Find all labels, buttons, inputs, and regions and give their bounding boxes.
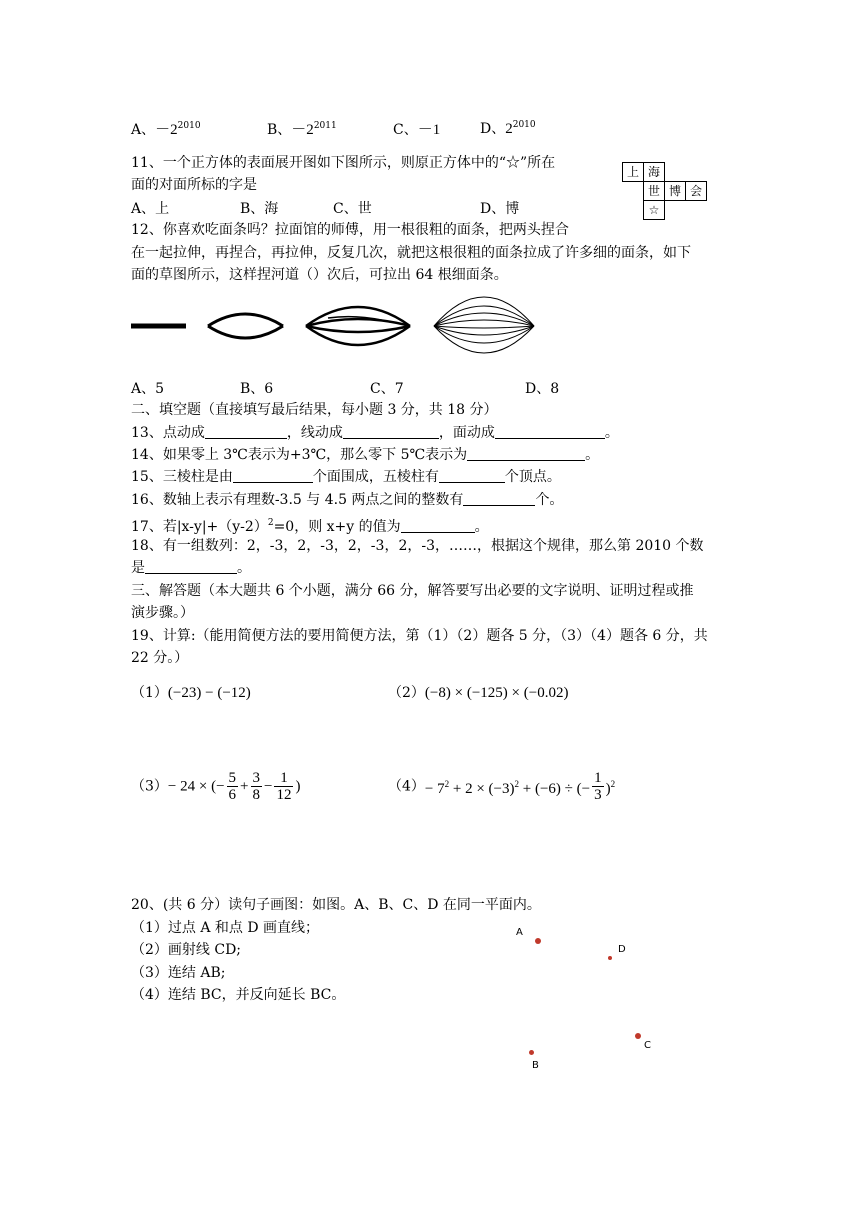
q18-blank[interactable] bbox=[145, 559, 237, 574]
q11-option-b: B、海 bbox=[240, 201, 279, 217]
q20-step-4: （4）连结 BC，并反向延长 BC。 bbox=[131, 987, 346, 1003]
q20-step-1: （1）过点 A 和点 D 画直线； bbox=[131, 920, 320, 936]
point-b-label: B bbox=[532, 1060, 539, 1071]
net-cell-bo: 博 bbox=[664, 181, 686, 201]
q15-blank-1[interactable] bbox=[233, 468, 313, 483]
q19-part-2: （2）(−8) × (−125) × (−0.02) bbox=[388, 685, 569, 701]
q17-blank[interactable] bbox=[401, 518, 475, 533]
noodle-figure-4 bbox=[434, 297, 534, 353]
q10-option-b: B、$-2^{2011}$ bbox=[267, 121, 337, 138]
net-cell-hui: 会 bbox=[685, 181, 707, 201]
q19-part-4: $(4)- 7^2 + 2 \times (-3)^2 + (-6)$ ÷ (− $\frac{1}{3}$ )$^2$ bbox=[388, 770, 616, 803]
q18-line1: 18、有一组数列：2，-3，2，-3，2，-3，2，-3，……，根据这个规律，那么第 2010 个数 bbox=[131, 538, 704, 554]
q19-part-1: （1）(−23) − (−12) bbox=[131, 685, 251, 701]
q13-blank-2[interactable] bbox=[343, 424, 439, 439]
q11-line1: 11、一个正方体的表面展开图如下图所示，则原正方体中的“☆”所在 bbox=[131, 155, 556, 171]
q18-line2: 是 。 bbox=[131, 560, 251, 576]
q12-option-b: B、6 bbox=[240, 381, 274, 397]
q14: 14、如果零上 3℃表示为+3℃，那么零下 5℃表示为 。 bbox=[131, 447, 600, 463]
q15: 15、三棱柱是由 个面围成，五棱柱有 个顶点。 bbox=[131, 469, 561, 485]
net-cell-hai: 海 bbox=[643, 162, 665, 182]
point-a[interactable] bbox=[535, 938, 541, 944]
section-3-heading-line2: 演步骤。） bbox=[131, 605, 194, 621]
q12-line2: 在一起拉伸，再捏合，再拉伸，反复几次，就把这根很粗的面条拉成了许多细的面条，如下 bbox=[131, 245, 691, 261]
q13: 13、点动成 ，线动成 ，面动成 。 bbox=[131, 425, 619, 441]
q12-option-c: C、7 bbox=[370, 381, 404, 397]
net-cell-shi: 世 bbox=[643, 181, 665, 201]
q12-option-a: A、5 bbox=[131, 381, 165, 397]
q14-blank[interactable] bbox=[467, 446, 585, 461]
noodle-figure-2 bbox=[208, 314, 283, 338]
q11-option-c: C、世 bbox=[333, 201, 372, 217]
q16: 16、数轴上表示有理数-3.5 与 4.5 两点之间的整数有 个。 bbox=[131, 492, 564, 508]
q10-option-d: D、$2^{2010}$ bbox=[480, 120, 536, 137]
section-3-heading-line1: 三、解答题（本大题共 6 个小题，满分 66 分，解答要写出必要的文字说明、证明过程或推 bbox=[131, 583, 694, 599]
q13-blank-1[interactable] bbox=[205, 424, 287, 439]
q11-line2: 面的对面所标的字是 bbox=[131, 177, 257, 193]
q15-blank-2[interactable] bbox=[439, 468, 505, 483]
noodle-figures bbox=[128, 280, 548, 370]
q16-blank[interactable] bbox=[463, 491, 535, 506]
point-c-label: C bbox=[644, 1040, 651, 1051]
net-cell-star: ☆ bbox=[643, 200, 665, 220]
point-c[interactable] bbox=[635, 1033, 641, 1039]
q11-option-d: D、博 bbox=[480, 201, 520, 217]
q11-option-a: A、上 bbox=[131, 201, 170, 217]
cube-net bbox=[622, 162, 712, 222]
q20-step-2: （2）画射线 CD; bbox=[131, 942, 242, 958]
q13-blank-3[interactable] bbox=[495, 424, 605, 439]
noodle-figure-3 bbox=[306, 307, 410, 345]
q20-title: 20、(共 6 分）读句子画图：如图。A、B、C、D 在同一平面内。 bbox=[131, 897, 541, 913]
q10-option-a: A、$-2^{2010}$ bbox=[131, 121, 201, 138]
net-cell-shang: 上 bbox=[622, 162, 644, 182]
q19-line1: 19、计算:（能用简便方法的要用简便方法，第（1）（2）题各 5 分，（3）（4）题各 6 分，共 bbox=[131, 628, 708, 644]
point-d[interactable] bbox=[608, 956, 612, 960]
q20-step-3: （3）连结 AB; bbox=[131, 965, 226, 981]
q12-line1: 12、你喜欢吃面条吗？拉面馆的师傅，用一根很粗的面条，把两头捏合 bbox=[131, 222, 569, 238]
q19-line2: 22 分。） bbox=[131, 650, 189, 666]
point-a-label: A bbox=[516, 927, 523, 938]
q17: 17、若$|x-y|+(y-2)^2=0$，则 x+y 的值为 。 bbox=[131, 518, 489, 535]
point-b[interactable] bbox=[529, 1050, 534, 1055]
section-2-heading: 二、填空题（直接填写最后结果，每小题 3 分，共 18 分） bbox=[131, 402, 498, 418]
q10-option-c: C、－1 bbox=[393, 122, 441, 138]
q12-option-d: D、8 bbox=[525, 381, 560, 397]
q12-line3: 面的草图所示，这样捏河道（）次后，可拉出 64 根细面条。 bbox=[131, 267, 508, 283]
point-d-label: D bbox=[618, 944, 626, 955]
q19-part-3: （3）− 24 × (− $\frac{5}{6}$ + $\frac{3}{8}$ − $\frac{1}{12}$ ) bbox=[131, 770, 301, 803]
